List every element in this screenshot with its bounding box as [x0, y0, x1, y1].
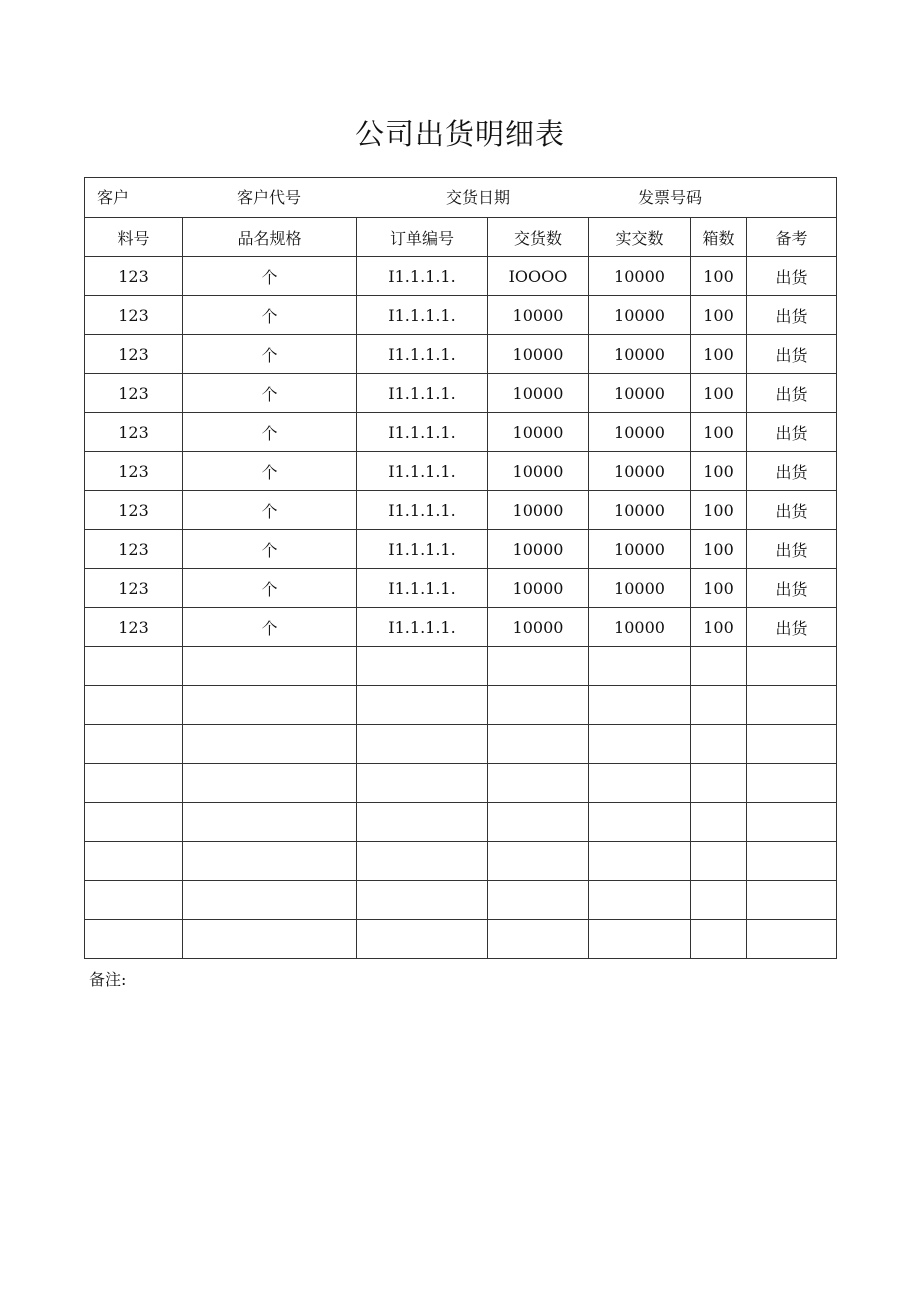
- actual-qty-cell: [589, 725, 691, 764]
- actual-qty-cell: 10000: [589, 413, 691, 452]
- note-cell: [747, 647, 837, 686]
- actual-qty-cell: 10000: [589, 374, 691, 413]
- delivery-qty-cell: [488, 842, 589, 881]
- box-count-cell: 100: [691, 530, 747, 569]
- column-header: 料号: [85, 218, 183, 257]
- delivery-qty-cell: 10000: [488, 413, 589, 452]
- note-cell: 出货: [747, 569, 837, 608]
- table-row: [85, 452, 837, 491]
- product-spec-cell: [183, 881, 357, 920]
- delivery-qty-cell: 10000: [488, 452, 589, 491]
- box-count-cell: 100: [691, 413, 747, 452]
- box-count-cell: [691, 764, 747, 803]
- actual-qty-cell: 10000: [589, 257, 691, 296]
- actual-qty-cell: [589, 920, 691, 959]
- header-row: [85, 218, 837, 257]
- product-spec-cell: [183, 920, 357, 959]
- note-cell: [747, 920, 837, 959]
- note-cell: [747, 725, 837, 764]
- table-row: [85, 764, 837, 803]
- order-number-cell: [357, 764, 488, 803]
- product-spec-cell: [183, 842, 357, 881]
- column-header: 订单编号: [357, 218, 488, 257]
- order-number-cell: [357, 803, 488, 842]
- box-count-cell: 100: [691, 452, 747, 491]
- note-cell: [747, 764, 837, 803]
- actual-qty-cell: 10000: [589, 530, 691, 569]
- shipment-table: [84, 177, 837, 959]
- actual-qty-cell: 10000: [589, 296, 691, 335]
- product-spec-cell: [183, 686, 357, 725]
- order-number-cell: [357, 686, 488, 725]
- delivery-qty-cell: 10000: [488, 296, 589, 335]
- info-cell: [85, 178, 837, 218]
- note-cell: [747, 842, 837, 881]
- actual-qty-cell: [589, 803, 691, 842]
- order-number-cell: [357, 842, 488, 881]
- product-spec-cell: 个: [183, 413, 357, 452]
- page-title: 公司出货明细表: [354, 117, 565, 151]
- product-spec-cell: 个: [183, 257, 357, 296]
- box-count-cell: [691, 686, 747, 725]
- delivery-date-label: 交货日期: [446, 188, 511, 207]
- delivery-qty-cell: [488, 725, 589, 764]
- note-cell: 出货: [747, 413, 837, 452]
- order-number-cell: I1.1.1.1.: [357, 452, 488, 491]
- table-row: [85, 842, 837, 881]
- part-number-cell: [85, 881, 183, 920]
- order-number-cell: I1.1.1.1.: [357, 491, 488, 530]
- actual-qty-cell: 10000: [589, 452, 691, 491]
- part-number-cell: 123: [85, 569, 183, 608]
- part-number-cell: 123: [85, 296, 183, 335]
- table-row: [85, 335, 837, 374]
- order-number-cell: I1.1.1.1.: [357, 335, 488, 374]
- table-row: [85, 686, 837, 725]
- table-row: [85, 413, 837, 452]
- note-cell: 出货: [747, 491, 837, 530]
- delivery-qty-cell: 10000: [488, 530, 589, 569]
- part-number-cell: [85, 842, 183, 881]
- product-spec-cell: 个: [183, 374, 357, 413]
- table-row: [85, 530, 837, 569]
- delivery-qty-cell: [488, 881, 589, 920]
- delivery-qty-cell: 10000: [488, 491, 589, 530]
- table-row: [85, 257, 837, 296]
- order-number-cell: [357, 881, 488, 920]
- invoice-number-label: 发票号码: [638, 188, 703, 207]
- remarks-label: 备注:: [89, 970, 127, 989]
- column-header: 备考: [747, 218, 837, 257]
- actual-qty-cell: [589, 764, 691, 803]
- delivery-qty-cell: [488, 686, 589, 725]
- table-row: [85, 647, 837, 686]
- product-spec-cell: 个: [183, 530, 357, 569]
- box-count-cell: 100: [691, 335, 747, 374]
- product-spec-cell: 个: [183, 335, 357, 374]
- note-cell: 出货: [747, 452, 837, 491]
- delivery-qty-cell: IOOOO: [488, 257, 589, 296]
- note-cell: 出货: [747, 335, 837, 374]
- box-count-cell: 100: [691, 608, 747, 647]
- part-number-cell: 123: [85, 335, 183, 374]
- actual-qty-cell: [589, 842, 691, 881]
- product-spec-cell: 个: [183, 569, 357, 608]
- actual-qty-cell: [589, 881, 691, 920]
- delivery-qty-cell: 10000: [488, 608, 589, 647]
- actual-qty-cell: 10000: [589, 608, 691, 647]
- delivery-qty-cell: [488, 920, 589, 959]
- part-number-cell: [85, 686, 183, 725]
- product-spec-cell: [183, 647, 357, 686]
- table-row: [85, 569, 837, 608]
- delivery-qty-cell: [488, 803, 589, 842]
- order-number-cell: [357, 647, 488, 686]
- product-spec-cell: 个: [183, 452, 357, 491]
- note-cell: [747, 686, 837, 725]
- part-number-cell: [85, 725, 183, 764]
- product-spec-cell: 个: [183, 491, 357, 530]
- part-number-cell: [85, 647, 183, 686]
- customer-label: 客户: [97, 188, 130, 207]
- part-number-cell: [85, 764, 183, 803]
- table-row: [85, 296, 837, 335]
- part-number-cell: [85, 920, 183, 959]
- part-number-cell: 123: [85, 374, 183, 413]
- part-number-cell: 123: [85, 491, 183, 530]
- box-count-cell: 100: [691, 296, 747, 335]
- order-number-cell: I1.1.1.1.: [357, 569, 488, 608]
- box-count-cell: 100: [691, 257, 747, 296]
- product-spec-cell: [183, 803, 357, 842]
- part-number-cell: 123: [85, 452, 183, 491]
- order-number-cell: I1.1.1.1.: [357, 296, 488, 335]
- actual-qty-cell: 10000: [589, 335, 691, 374]
- actual-qty-cell: 10000: [589, 569, 691, 608]
- actual-qty-cell: [589, 647, 691, 686]
- note-cell: 出货: [747, 608, 837, 647]
- table-row: [85, 881, 837, 920]
- order-number-cell: I1.1.1.1.: [357, 530, 488, 569]
- table-row: [85, 803, 837, 842]
- delivery-qty-cell: 10000: [488, 335, 589, 374]
- box-count-cell: [691, 920, 747, 959]
- delivery-qty-cell: 10000: [488, 374, 589, 413]
- product-spec-cell: 个: [183, 608, 357, 647]
- table-row: [85, 920, 837, 959]
- box-count-cell: 100: [691, 374, 747, 413]
- order-number-cell: I1.1.1.1.: [357, 413, 488, 452]
- order-number-cell: I1.1.1.1.: [357, 257, 488, 296]
- product-spec-cell: 个: [183, 296, 357, 335]
- part-number-cell: 123: [85, 257, 183, 296]
- actual-qty-cell: 10000: [589, 491, 691, 530]
- box-count-cell: 100: [691, 569, 747, 608]
- delivery-qty-cell: 10000: [488, 569, 589, 608]
- note-cell: [747, 881, 837, 920]
- order-number-cell: I1.1.1.1.: [357, 374, 488, 413]
- info-row: [85, 178, 837, 218]
- note-cell: 出货: [747, 257, 837, 296]
- box-count-cell: [691, 842, 747, 881]
- delivery-qty-cell: [488, 647, 589, 686]
- note-cell: [747, 803, 837, 842]
- order-number-cell: I1.1.1.1.: [357, 608, 488, 647]
- column-header: 品名规格: [183, 218, 357, 257]
- column-header: 实交数: [589, 218, 691, 257]
- column-header: 交货数: [488, 218, 589, 257]
- part-number-cell: 123: [85, 413, 183, 452]
- box-count-cell: [691, 725, 747, 764]
- part-number-cell: [85, 803, 183, 842]
- note-cell: 出货: [747, 530, 837, 569]
- order-number-cell: [357, 920, 488, 959]
- part-number-cell: 123: [85, 530, 183, 569]
- table-row: [85, 608, 837, 647]
- box-count-cell: 100: [691, 491, 747, 530]
- product-spec-cell: [183, 725, 357, 764]
- box-count-cell: [691, 647, 747, 686]
- delivery-qty-cell: [488, 764, 589, 803]
- box-count-cell: [691, 803, 747, 842]
- note-cell: 出货: [747, 374, 837, 413]
- table-row: [85, 491, 837, 530]
- box-count-cell: [691, 881, 747, 920]
- note-cell: 出货: [747, 296, 837, 335]
- table-row: [85, 374, 837, 413]
- column-header: 箱数: [691, 218, 747, 257]
- part-number-cell: 123: [85, 608, 183, 647]
- product-spec-cell: [183, 764, 357, 803]
- table-row: [85, 725, 837, 764]
- customer-code-label: 客户代号: [237, 188, 302, 207]
- actual-qty-cell: [589, 686, 691, 725]
- order-number-cell: [357, 725, 488, 764]
